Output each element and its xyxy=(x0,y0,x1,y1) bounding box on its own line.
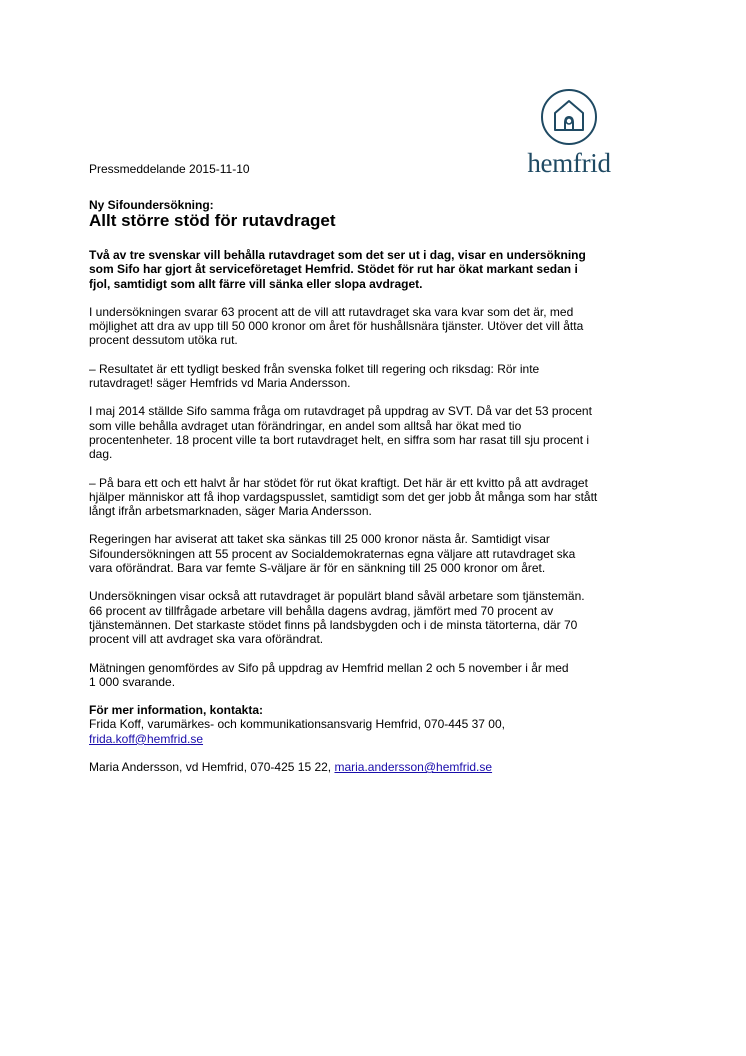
body-paragraph xyxy=(89,661,649,690)
body-line: vara oförändrat. Bara var femte S-väljare är för en sänkning till 25 000 kronor om året. xyxy=(89,561,546,576)
body-line: rutavdraget! säger Hemfrids vd Maria Andersson. xyxy=(89,376,351,391)
body-paragraph xyxy=(89,404,649,461)
body-line: 66 procent av tillfrågade arbetare vill behålla dagens avdrag, jämfört med 70 procent av xyxy=(89,603,554,618)
house-in-circle-icon xyxy=(540,88,598,146)
lead-line: Två av tre svenskar vill behålla rutavdraget som det ser ut i dag, visar en undersökning xyxy=(89,248,586,262)
body-line: långt ifrån arbetsmarknaden, säger Maria Andersson. xyxy=(89,504,372,519)
body-line: – På bara ett och ett halvt år har stödet för rut ökat kraftigt. Det här är ett kvitto på att avdraget xyxy=(89,475,588,490)
body-line: I undersökningen svarar 63 procent att de vill att rutavdraget ska vara kvar som det är, med xyxy=(89,304,574,319)
email-link-maria[interactable]: maria.andersson@hemfrid.se xyxy=(334,760,493,775)
body-line: Regeringen har aviserat att taket ska sänkas till 25 000 kronor nästa år. Samtidigt visar xyxy=(89,532,550,547)
article-body xyxy=(89,248,649,788)
body-line: dag. xyxy=(89,447,113,462)
email-link-frida[interactable]: frida.koff@hemfrid.se xyxy=(89,731,204,746)
lead-line: som Sifo har gjort åt serviceföretaget Hemfrid. Stödet för rut har ökat markant sedan i xyxy=(89,262,578,277)
contact-person-maria-text: Maria Andersson, vd Hemfrid, 070-425 15 22, xyxy=(89,760,335,775)
contact-block xyxy=(89,703,649,746)
body-line: Undersökningen visar också att rutavdraget är populärt bland såväl arbetare som tjänstemän. xyxy=(89,589,585,604)
contact-person-maria xyxy=(89,760,649,774)
logo-wordmark: hemfrid xyxy=(527,148,611,178)
page-title: Allt större stöd för rutavdraget xyxy=(89,211,336,230)
hemfrid-logo xyxy=(521,88,617,178)
contact-heading: För mer information, kontakta: xyxy=(89,703,264,718)
body-line: tjänstemännen. Det starkaste stödet finns på landsbygden och i de minsta tätorterna, där 70 xyxy=(89,617,578,632)
body-line: I maj 2014 ställde Sifo samma fråga om rutavdraget på uppdrag av SVT. Då var det 53 procent xyxy=(89,404,592,419)
body-line: hjälper människor att få ihop vardagspusslet, samtidigt som det ger jobb åt många som har stått xyxy=(89,489,598,504)
lead-paragraph xyxy=(89,248,649,291)
lead-line: fjol, samtidigt som allt färre vill sänka eller slopa avdraget. xyxy=(89,276,423,291)
body-line: Mätningen genomfördes av Sifo på uppdrag av Hemfrid mellan 2 och 5 november i år med xyxy=(89,660,569,675)
body-line: möjlighet att dra av upp till 50 000 kronor om året för hushållsnära tjänster. Utöver det vill åtta xyxy=(89,319,584,334)
body-line: som ville behålla avdraget utan förändringar, en andel som alltså har ökat med tio xyxy=(89,418,522,433)
body-paragraph xyxy=(89,362,649,391)
body-paragraph xyxy=(89,532,649,575)
body-line: procentenheter. 18 procent ville ta bort rutavdraget helt, en siffra som har rasat till sju procent i xyxy=(89,432,590,447)
press-release-date: Pressmeddelande 2015-11-10 xyxy=(89,162,250,176)
kicker: Ny Sifoundersökning: xyxy=(89,198,214,212)
body-paragraph xyxy=(89,476,649,519)
body-paragraph xyxy=(89,589,649,646)
body-line: Sifoundersökningen att 55 procent av Socialdemokraternas egna väljare att rutavdraget ska xyxy=(89,546,576,561)
body-line: procent vill att avdraget ska vara oförändrat. xyxy=(89,632,324,647)
body-line: procent dessutom utöka rut. xyxy=(89,333,238,348)
body-line: 1 000 svarande. xyxy=(89,674,176,689)
body-paragraph xyxy=(89,305,649,348)
contact-person-frida: Frida Koff, varumärkes- och kommunikationsansvarig Hemfrid, 070-445 37 00, xyxy=(89,717,505,732)
body-line: – Resultatet är ett tydligt besked från svenska folket till regering och riksdag: Rör inte xyxy=(89,361,540,376)
